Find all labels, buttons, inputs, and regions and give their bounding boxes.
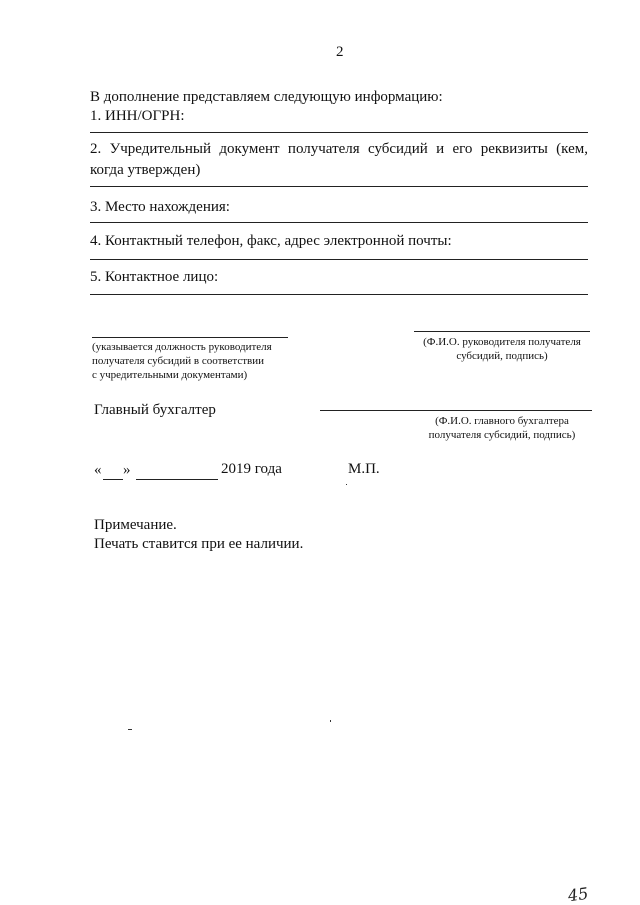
date-close-quote: » [123, 462, 131, 478]
stamp-label: М.П. [348, 461, 380, 477]
accountant-caption-line1: (Ф.И.О. главного бухгалтера [435, 415, 569, 427]
date-open-quote: « [94, 462, 102, 478]
field-founding-doc-line [90, 186, 588, 187]
field-founding-doc-label-line1: 2. Учредительный документ получателя субсидий и его реквизиты (кем, [90, 141, 588, 157]
position-caption-line2: получателя субсидий в соответствии [92, 355, 265, 367]
field-inn-line [90, 132, 588, 133]
note-title: Примечание. [94, 517, 177, 533]
scan-speck [128, 729, 132, 730]
field-founding-doc-label-line2: когда утвержден) [90, 162, 201, 178]
position-caption-line3: с учредительными документами) [92, 369, 248, 381]
field-location-line [90, 222, 588, 223]
date-day-line [103, 479, 123, 480]
field-inn-label: 1. ИНН/ОГРН: [90, 108, 185, 124]
field-contact-person-line [90, 294, 588, 295]
field-contact-person-label: 5. Контактное лицо: [90, 269, 219, 285]
scan-speck [330, 720, 331, 722]
position-signature-line [92, 337, 288, 338]
date-month-line [136, 479, 218, 480]
field-contacts-line [90, 259, 588, 260]
page-number: 2 [336, 44, 344, 60]
scan-speck [346, 484, 347, 485]
field-contacts-label: 4. Контактный телефон, факс, адрес электронной почты: [90, 233, 452, 249]
accountant-caption-line2: получателя субсидий, подпись) [428, 429, 576, 441]
intro-text: В дополнение представляем следующую информацию: [90, 89, 443, 105]
accountant-signature-line [320, 410, 592, 411]
head-signature-line [414, 331, 590, 332]
chief-accountant-label: Главный бухгалтер [94, 402, 216, 418]
head-caption-line1: (Ф.И.О. руководителя получателя [423, 336, 581, 348]
handwritten-page-mark: 45 [566, 883, 590, 905]
head-caption-line2: субсидий, подпись) [456, 350, 548, 362]
note-text: Печать ставится при ее наличии. [94, 536, 304, 552]
field-location-label: 3. Место нахождения: [90, 199, 230, 215]
position-caption-line1: (указывается должность руководителя [92, 341, 272, 353]
date-year: 2019 года [221, 461, 282, 477]
